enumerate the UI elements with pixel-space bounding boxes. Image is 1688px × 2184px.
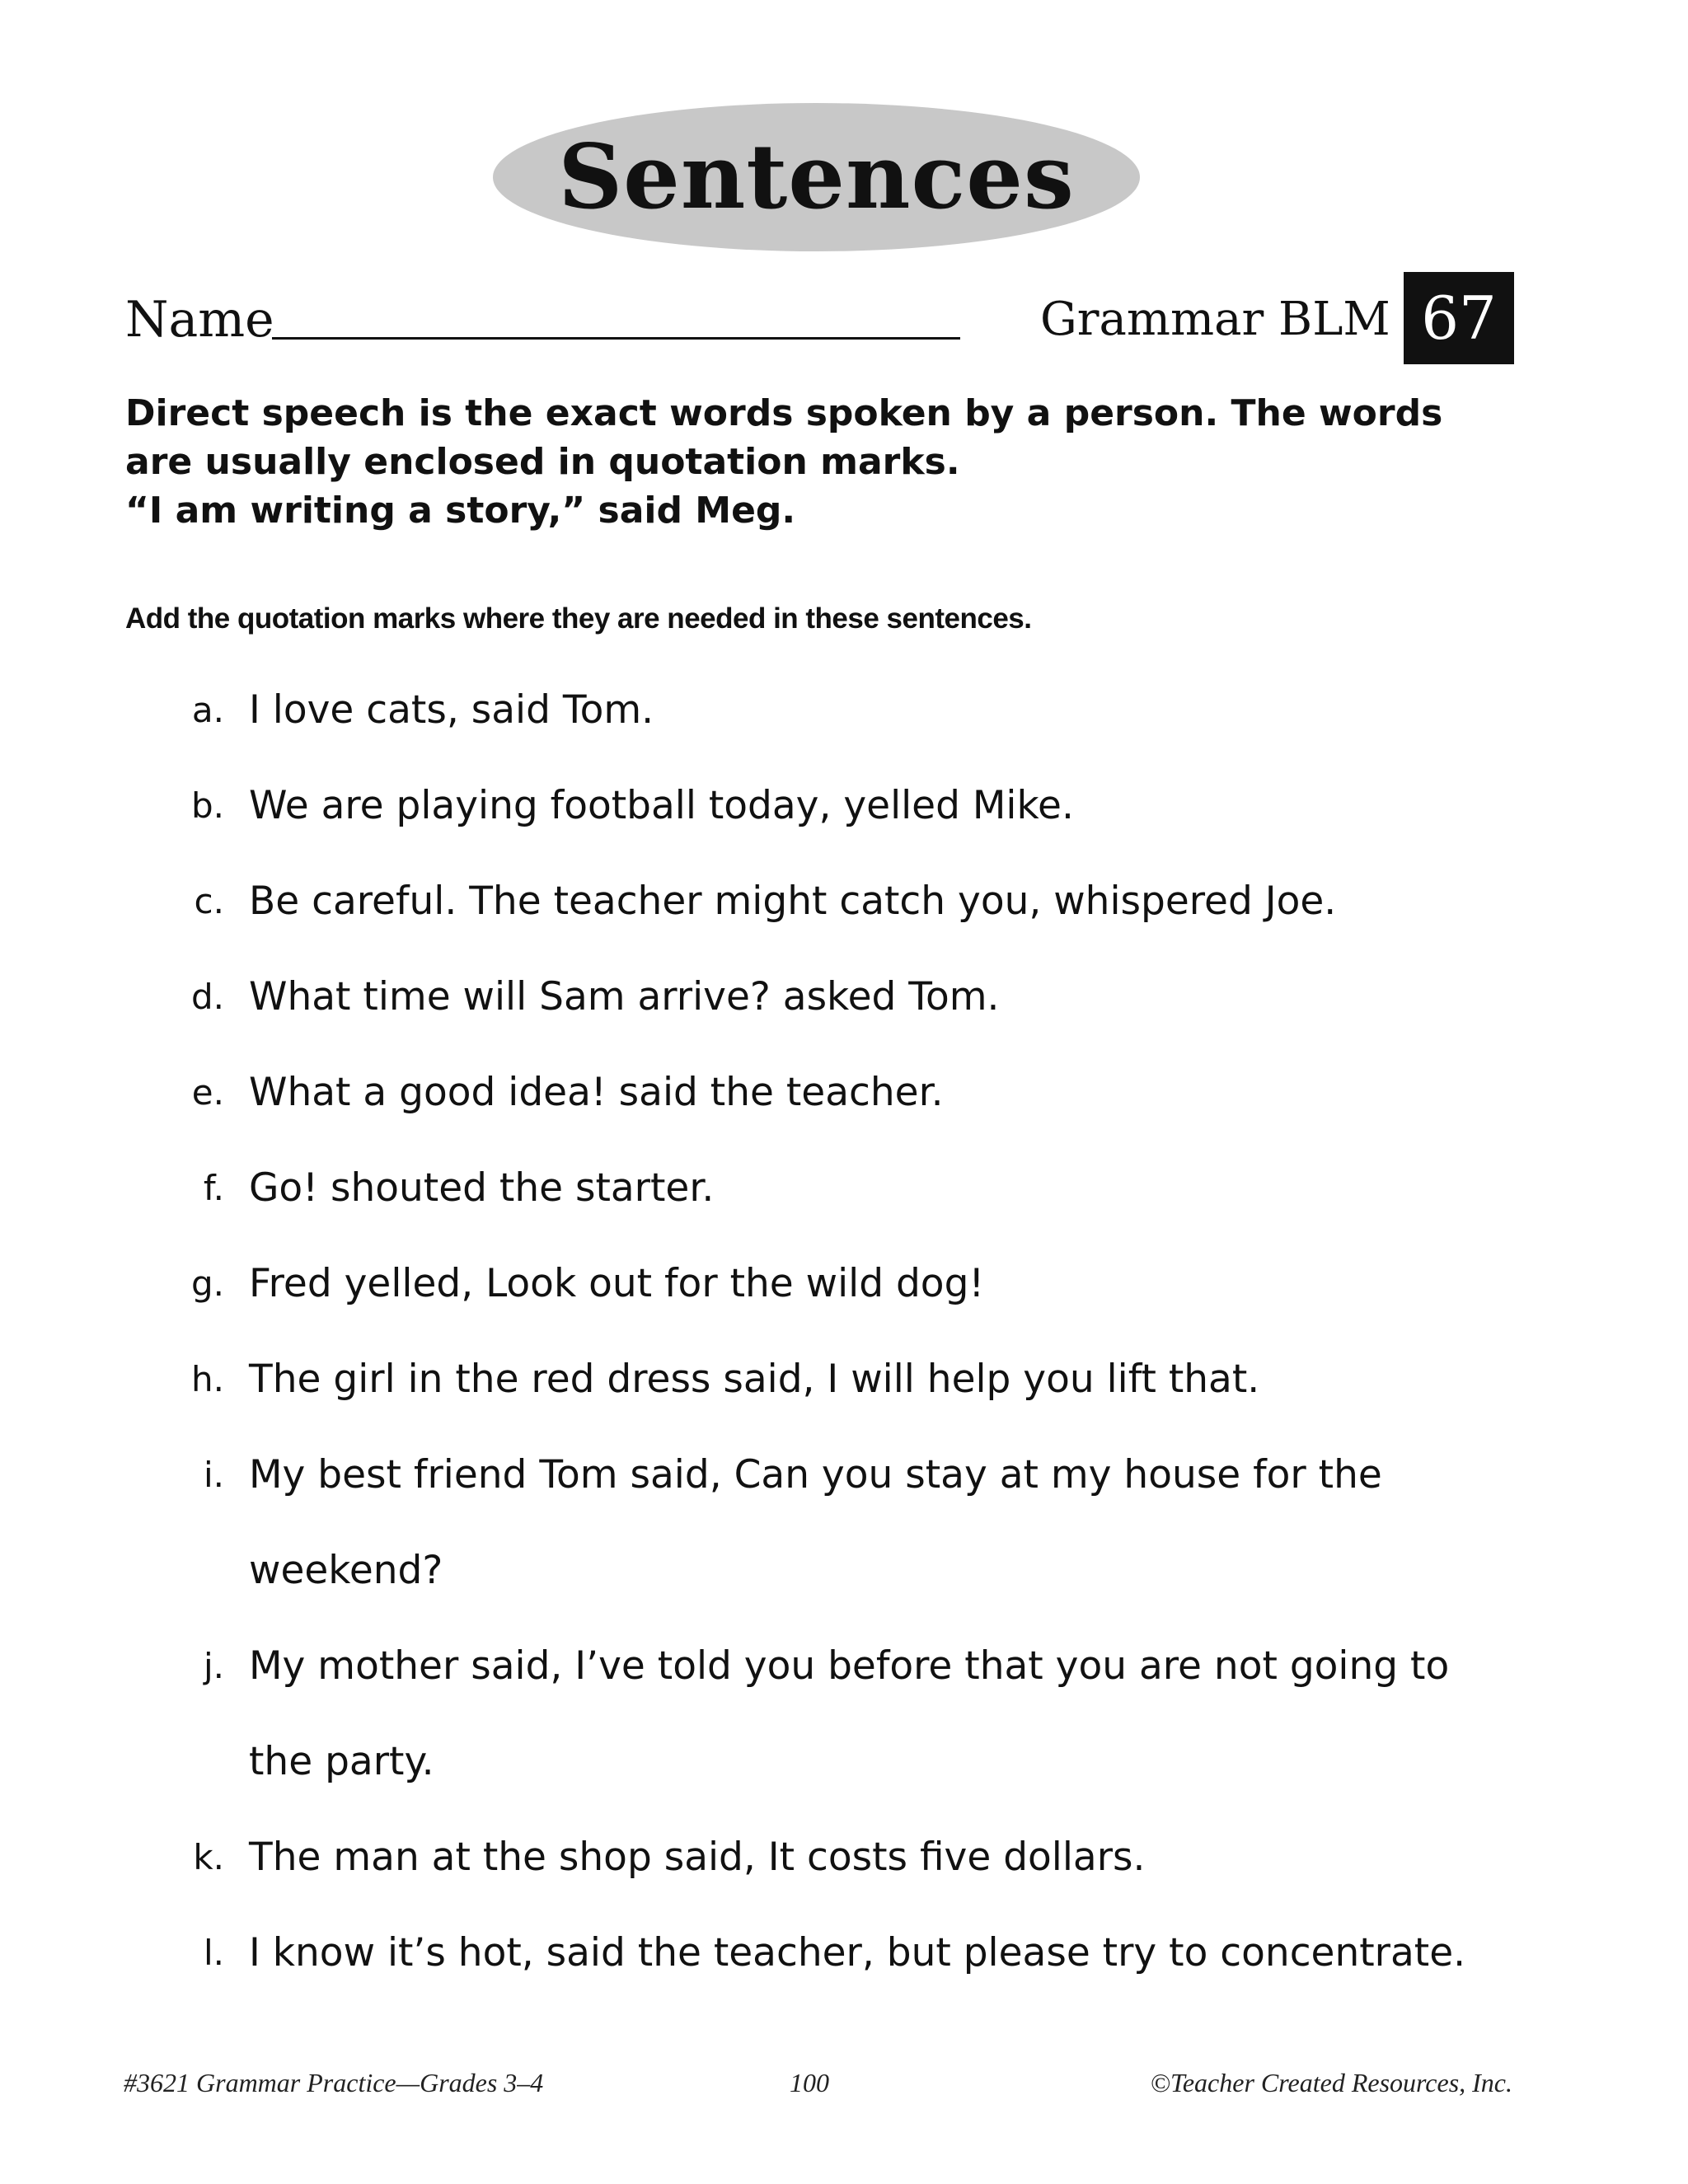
item-letter: e. [191,1072,224,1113]
item-letter: f. [203,1168,224,1208]
instruction: Add the quotation marks where they are needed in these sentences. [125,602,1032,635]
name-label: Name [125,291,274,349]
item-letter: h. [191,1359,224,1399]
item-letter: l. [203,1933,224,1973]
item-sentence: The girl in the red dress said, I will help you lift that. [249,1357,1260,1402]
item-sentence: We are playing football today, yelled Mike. [249,783,1074,828]
item-sentence: weekend? [249,1548,443,1593]
footer-copyright: ©Teacher Created Resources, Inc. [1150,2068,1512,2097]
item-letter: j. [203,1646,224,1686]
item-sentence: My best friend Tom said, Can you stay at my house for the [249,1452,1382,1497]
item-letter: k. [193,1837,224,1877]
item-sentence: Go! shouted the starter. [249,1165,715,1211]
blm-label: Grammar BLM [1040,293,1390,346]
blm-number-badge: 67 [1404,272,1514,364]
item-sentence: Fred yelled, Look out for the wild dog! [249,1261,985,1306]
footer-page-number: 100 [790,2068,829,2097]
item-sentence: the party. [249,1739,434,1784]
item-sentence: The man at the shop said, It costs five dollars. [249,1835,1146,1880]
intro-example: “I am writing a story,” said Meg. [125,490,796,532]
name-write-line [272,337,960,340]
item-letter: g. [190,1263,224,1304]
item-sentence: Be careful. The teacher might catch you, whispered Joe. [249,879,1337,924]
item-sentence: I know it’s hot, said the teacher, but please try to concentrate. [249,1930,1466,1975]
intro-explanation [125,389,1526,535]
item-letter: b. [190,785,224,826]
item-sentence: What time will Sam arrive? asked Tom. [249,974,1000,1019]
page-title: Sentences [558,125,1075,229]
intro-line: are usually enclosed in quotation marks. [125,441,960,483]
item-sentence: What a good idea! said the teacher. [249,1070,944,1115]
item-letter: c. [194,881,224,921]
item-letter: i. [203,1455,224,1495]
item-letter: d. [190,977,224,1017]
item-sentence: My mother said, I’ve told you before that you are not going to [249,1643,1450,1689]
footer-book-title: #3621 Grammar Practice—Grades 3–4 [124,2068,544,2097]
item-sentence: I love cats, said Tom. [249,687,654,733]
intro-line: Direct speech is the exact words spoken by a person. The words [125,392,1443,434]
item-letter: a. [191,690,224,730]
